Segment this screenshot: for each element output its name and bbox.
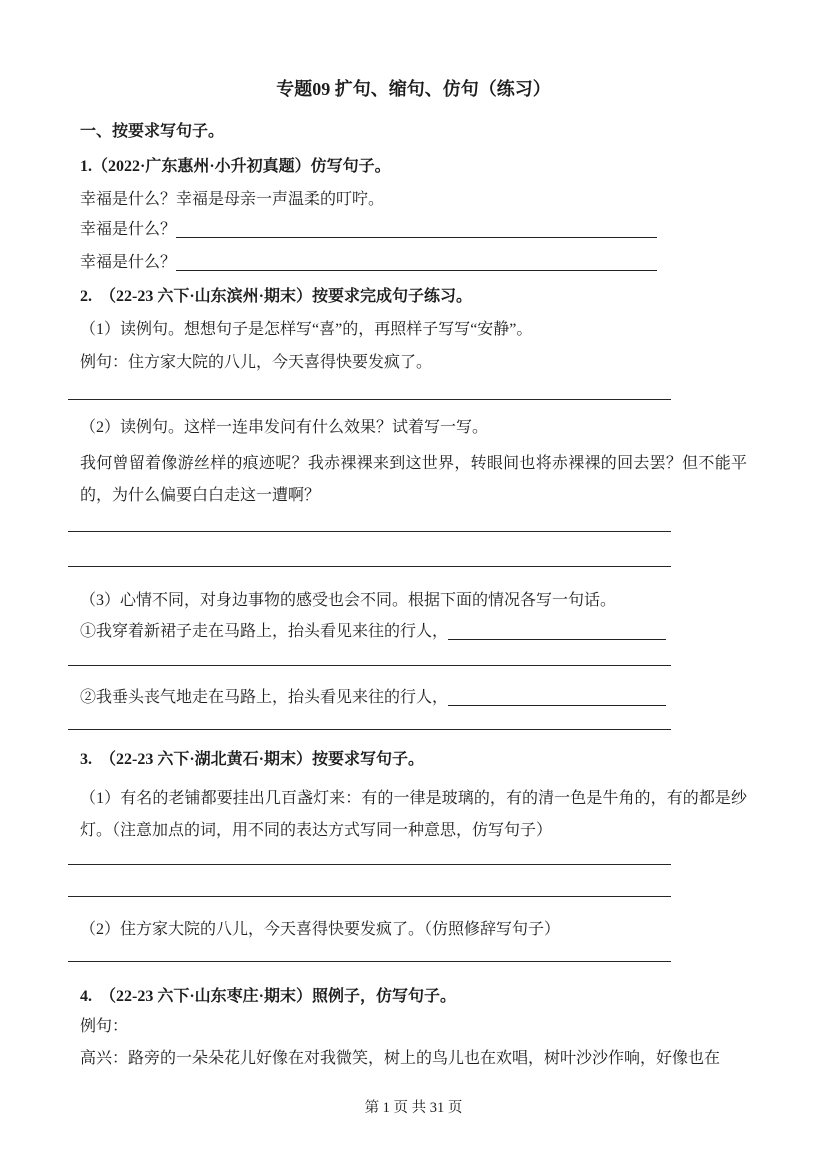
answer-line — [68, 864, 671, 865]
q1-blank-2-label: 幸福是什么？ — [80, 254, 177, 271]
q2-part3-item1-row — [80, 621, 666, 643]
q3-part2-prompt: （2）住方家大院的八儿，今天喜得快要发疯了。（仿照修辞写句子） — [80, 921, 561, 938]
q1-blank-row-1 — [80, 219, 657, 241]
q4-example-sentence: 高兴：路旁的一朵朵花儿好像在对我微笑，树上的鸟儿也在欢唱，树叶沙沙作响，好像也在 — [80, 1050, 721, 1067]
answer-line — [68, 399, 671, 400]
q2-part1-prompt: （1）读例句。想想句子是怎样写“喜”的，再照样子写写“安静”。 — [80, 321, 533, 338]
q2-part3-item1-blank — [448, 621, 666, 640]
q3-part1-prompt: （1）有名的老铺都要挂出几百盏灯来：有的一律是玻璃的，有的清一色是牛角的，有的都是纱灯。（注意加点的词，用不同的表达方式写同一种意思，仿写句子） — [80, 790, 747, 839]
answer-line — [68, 896, 671, 897]
q2-part2-passage: 我何曾留着像游丝样的痕迹呢？我赤裸裸来到这世界，转眼间也将赤裸裸的回去罢？但不能平的，为什么偏要白白走这一遭啊？ — [80, 455, 747, 504]
q4-example-label: 例句： — [80, 1018, 129, 1035]
q1-example-sentence: 幸福是什么？幸福是母亲一声温柔的叮咛。 — [80, 191, 385, 208]
q4-header: 4. （22-23 六下·山东枣庄·期末）照例子，仿写句子。 — [80, 988, 457, 1005]
q3-header: 3. （22-23 六下·湖北黄石·期末）按要求写句子。 — [80, 751, 425, 768]
q1-header: 1.（2022·广东惠州·小升初真题）仿写句子。 — [80, 158, 391, 175]
q2-part2-prompt: （2）读例句。这样一连串发问有什么效果？试着写一写。 — [80, 419, 489, 436]
section-1-heading: 一、按要求写句子。 — [80, 123, 225, 140]
page-number: 第 1 页 共 31 页 — [364, 1100, 463, 1116]
q1-answer-blank-1 — [176, 219, 657, 238]
doc-title: 专题09 扩句、缩句、仿句（练习） — [276, 79, 551, 99]
q1-blank-row-2 — [80, 252, 657, 274]
q2-part3-item2-blank — [448, 687, 666, 706]
answer-line — [68, 531, 671, 532]
q2-part1-example: 例句：住方家大院的八儿，今天喜得快要发疯了。 — [80, 354, 433, 371]
q2-part3-prompt: （3）心情不同，对身边事物的感受也会不同。根据下面的情况各写一句话。 — [80, 592, 617, 609]
answer-line — [68, 566, 671, 567]
q2-header: 2. （22-23 六下·山东滨州·期末）按要求完成句子练习。 — [80, 288, 473, 305]
q2-part3-item2-row — [80, 687, 666, 709]
answer-line — [68, 729, 671, 730]
answer-line — [68, 961, 671, 962]
q2-part3-item1-label: ①我穿着新裙子走在马路上，抬头看见来往的行人， — [80, 623, 449, 640]
q1-answer-blank-2 — [176, 252, 657, 271]
answer-line — [68, 665, 671, 666]
q1-blank-1-label: 幸福是什么？ — [80, 221, 177, 238]
q2-part3-item2-label: ②我垂头丧气地走在马路上，抬头看见来往的行人， — [80, 689, 449, 706]
